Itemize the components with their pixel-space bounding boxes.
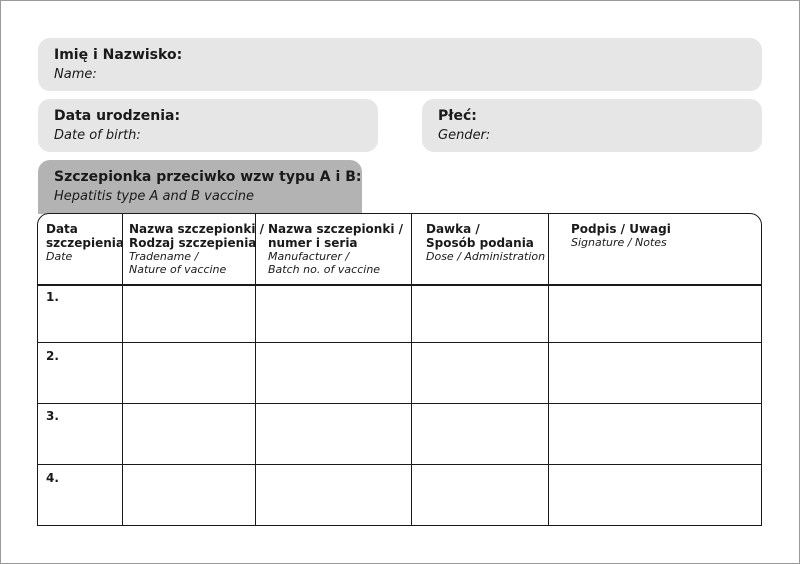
column-divider <box>411 214 412 525</box>
column-header-en: Manufacturer / <box>268 250 350 263</box>
column-header-dose <box>426 222 545 263</box>
name-label-en: Name: <box>54 67 97 82</box>
row-number: 1. <box>46 290 59 304</box>
column-divider <box>548 214 549 525</box>
column-header-pl: Podpis / Uwagi <box>571 222 671 236</box>
column-header-tradename <box>129 222 264 276</box>
row-divider <box>38 464 761 465</box>
dob-field[interactable] <box>38 99 378 152</box>
column-header-en: Batch no. of vaccine <box>268 263 381 276</box>
column-header-pl: Nazwa szczepionki / <box>129 222 264 236</box>
column-header-pl: Dawka / <box>426 222 480 236</box>
row-number: 2. <box>46 349 59 363</box>
gender-label: Płeć: <box>438 108 477 124</box>
vaccine-title: Szczepionka przeciwko wzw typu A i B: <box>54 169 362 185</box>
dob-label: Data urodzenia: <box>54 108 181 124</box>
column-header-en: Dose / Administration <box>426 250 546 263</box>
column-header-en: Nature of vaccine <box>129 263 227 276</box>
row-number: 4. <box>46 471 59 485</box>
column-header-en: Tradename / <box>129 250 199 263</box>
gender-field[interactable] <box>422 99 762 152</box>
vaccination-table <box>37 213 762 526</box>
vaccine-title-en: Hepatitis type A and B vaccine <box>54 189 254 204</box>
name-field[interactable] <box>38 38 762 91</box>
column-header-signature <box>571 222 671 249</box>
column-header-pl: Rodzaj szczepienia <box>129 236 257 250</box>
name-label: Imię i Nazwisko: <box>54 47 183 63</box>
column-header-date <box>46 222 124 263</box>
column-header-en: Date <box>46 250 73 263</box>
column-header-pl: numer i seria <box>268 236 358 250</box>
column-header-batch <box>268 222 403 276</box>
dob-label-en: Date of birth: <box>54 128 141 143</box>
vaccine-header <box>38 160 362 214</box>
row-number: 3. <box>46 409 59 423</box>
column-header-pl: szczepienia <box>46 236 124 250</box>
gender-label-en: Gender: <box>438 128 491 143</box>
column-header-pl: Sposób podania <box>426 236 534 250</box>
column-header-en: Signature / Notes <box>571 236 667 249</box>
column-header-pl: Data <box>46 222 78 236</box>
header-divider <box>38 284 761 286</box>
row-divider <box>38 342 761 343</box>
column-header-pl: Nazwa szczepionki / <box>268 222 403 236</box>
row-divider <box>38 403 761 404</box>
